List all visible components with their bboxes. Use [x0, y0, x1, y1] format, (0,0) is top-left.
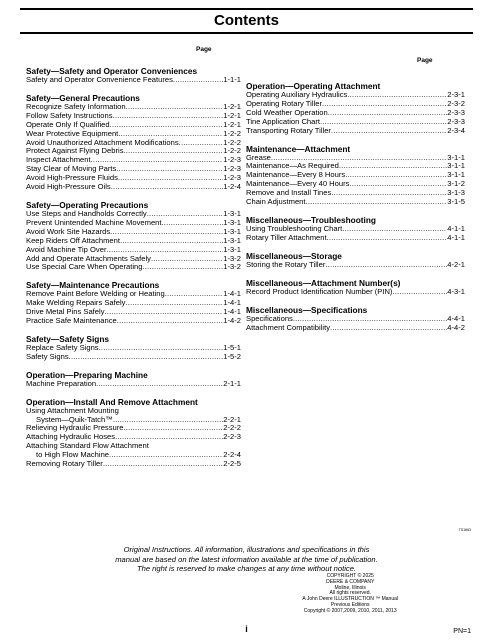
toc-page-ref: 4-2-1	[447, 259, 465, 269]
toc-entry-text: Machine Preparation	[26, 378, 97, 388]
toc-page-ref: 1-2-2	[223, 137, 241, 147]
toc-page-ref: 3-1-5	[447, 197, 465, 207]
toc-page-ref: 1-3-1	[223, 235, 241, 245]
toc-entry-text: Attaching Hydraulic Hoses	[26, 432, 116, 442]
dot-leader	[69, 353, 224, 362]
toc-section	[246, 305, 465, 333]
toc-entry-text: Wear Protective Equipment	[26, 128, 119, 138]
dot-leader	[330, 324, 447, 333]
toc-page-ref: 1-3-2	[223, 262, 241, 272]
notice-line: The right is reserved to make changes at any time without notice.	[136, 564, 357, 573]
toc-page-ref: 1-5-2	[223, 351, 241, 361]
toc-page-ref: 3-1-1	[447, 170, 465, 180]
dot-leader	[99, 344, 224, 353]
section-heading: Safety—Safety Signs	[26, 333, 109, 344]
dot-leader	[103, 460, 223, 469]
page-column-label-left: Page	[196, 46, 212, 53]
dot-leader	[345, 171, 447, 180]
publication-notice	[60, 545, 433, 574]
toc-page-ref: 1-2-1	[223, 101, 241, 111]
toc-entry-text: Avoid High-Pressure Oils	[26, 182, 111, 192]
toc-entry-text: Practice Safe Maintenance	[26, 316, 117, 326]
toc-entry-text: Use Special Care When Operating	[26, 262, 143, 272]
toc-entry-text: Remove and Install Tines	[246, 188, 332, 198]
toc-page-ref: 1-2-3	[223, 164, 241, 174]
toc-entry-text: Avoid High-Pressure Fluids	[26, 173, 118, 183]
toc-entry-text: Maintenance—Every 8 Hours	[246, 170, 346, 180]
dot-leader	[349, 180, 447, 189]
dot-leader	[151, 255, 223, 264]
toc-entry-text: Using Troubleshooting Chart	[246, 223, 343, 233]
toc-entry-text: Use Steps and Handholds Correctly	[26, 208, 147, 218]
toc-page-ref: 1-4-1	[223, 289, 241, 299]
toc-entry-text: Attachment Compatibility	[246, 322, 330, 332]
copyright-line: DEERE & COMPANY	[326, 578, 375, 585]
dot-leader	[117, 317, 224, 326]
toc-entry-text: Using Attachment Mounting	[26, 405, 119, 415]
copyright-line: Copyright © 2007,2009, 2010, 2011, 2013	[303, 607, 397, 614]
toc-entry[interactable]	[246, 127, 465, 136]
toc-entry-text: Protect Against Flying Debris	[26, 146, 124, 156]
toc-entry-text: Avoid Machine Tip Over	[26, 244, 107, 254]
toc-page-ref: 2-1-1	[223, 378, 241, 388]
toc-page-ref: 2-3-4	[447, 125, 465, 135]
toc-page-ref: 3-1-3	[447, 188, 465, 198]
dot-leader	[165, 290, 224, 299]
page-number: i	[245, 624, 248, 634]
toc-section	[26, 93, 241, 192]
toc-entry-text: Record Product Identification Number (PIN)	[246, 286, 393, 296]
toc-page-ref: 2-2-1	[223, 414, 241, 424]
toc-entry[interactable]	[26, 460, 241, 469]
toc-entry-text: Tine Application Chart	[246, 116, 321, 126]
toc-section	[26, 200, 241, 272]
dot-leader	[111, 183, 224, 192]
dot-leader	[116, 165, 223, 174]
toc-page-ref: 1-2-1	[223, 119, 241, 129]
toc-entry-text: Remove Paint Before Welding or Heating	[26, 289, 165, 299]
dot-leader	[124, 424, 224, 433]
dot-leader	[322, 100, 447, 109]
toc-entry-text: System—Quik-Tatch™	[36, 414, 113, 424]
toc-entry[interactable]	[26, 317, 241, 326]
toc-page-ref: 2-2-3	[223, 432, 241, 442]
toc-entry-text: Chain Adjustment	[246, 197, 306, 207]
toc-entry-text: Make Welding Repairs Safely	[26, 298, 126, 308]
dot-leader	[320, 118, 447, 127]
dot-leader	[339, 162, 447, 171]
dot-leader	[120, 237, 223, 246]
toc-page-ref: 1-2-3	[223, 155, 241, 165]
dot-leader	[110, 228, 223, 237]
toc-page-ref: 1-3-1	[223, 226, 241, 236]
toc-page-ref: 2-2-2	[223, 423, 241, 433]
toc-page-ref: 2-3-1	[447, 90, 465, 99]
dot-leader	[96, 380, 223, 389]
toc-entry[interactable]	[246, 324, 465, 333]
toc-page-ref: 1-2-3	[223, 173, 241, 183]
notice-line: Original Instructions. All information, illustrations and specifications in this	[123, 545, 370, 554]
toc-right-column	[246, 81, 465, 340]
toc-entry-text: Specifications	[246, 313, 293, 323]
toc-page-ref: 1-2-1	[223, 110, 241, 120]
dot-leader	[125, 299, 223, 308]
toc-entry-text: Recognize Safety Information	[26, 101, 126, 111]
toc-page-ref: 1-3-2	[223, 253, 241, 263]
toc-entry-text: Replace Safety Signs	[26, 342, 99, 352]
section-heading: Maintenance—Attachment	[246, 143, 351, 154]
section-heading: Miscellaneous—Storage	[246, 250, 342, 261]
dot-leader	[113, 112, 224, 121]
toc-page-ref: 4-4-2	[447, 322, 465, 332]
notice-line: manual are based on the latest information available at the time of publication.	[115, 554, 378, 564]
top-rule	[20, 8, 473, 10]
toc-entry-text: to High Flow Machine	[36, 450, 110, 460]
copyright-block	[302, 574, 398, 615]
page-title: Contents	[214, 12, 279, 29]
page-column-label-right: Page	[417, 57, 433, 64]
dot-leader	[126, 103, 224, 112]
section-heading: Safety—Maintenance Precautions	[26, 280, 160, 291]
toc-section	[246, 278, 465, 297]
dot-leader	[325, 261, 447, 270]
toc-entry-text: Avoid Work Site Hazards	[26, 226, 111, 236]
dot-leader	[342, 225, 447, 234]
toc-page-ref: 4-4-1	[447, 313, 465, 323]
title-rule	[20, 32, 473, 34]
toc-page-ref: 2-2-4	[223, 450, 241, 460]
toc-section	[26, 397, 241, 469]
toc-page-ref: 1-3-1	[223, 217, 241, 227]
toc-page-ref: 2-3-2	[447, 98, 465, 108]
toc-page-ref: 3-1-1	[447, 152, 465, 162]
dot-leader	[118, 174, 223, 183]
section-heading: Operation—Operating Attachment	[246, 81, 381, 91]
toc-entry[interactable]	[246, 261, 465, 270]
dot-leader	[173, 76, 223, 85]
toc-entry-text: Drive Metal Pins Safely	[26, 307, 105, 317]
document-code: TS1663	[458, 528, 471, 532]
toc-entry-text: Stay Clear of Moving Parts	[26, 164, 117, 174]
dot-leader	[179, 139, 224, 148]
section-heading: Safety—General Precautions	[26, 92, 140, 103]
toc-entry-text: Cold Weather Operation	[246, 107, 328, 117]
toc-page-ref: 1-3-1	[223, 244, 241, 254]
toc-entry-text: Transporting Rotary Tiller	[246, 125, 331, 135]
section-heading: Operation—Install And Remove Attachment	[26, 396, 198, 407]
toc-page-ref: 2-3-3	[447, 116, 465, 126]
toc-page-ref: 3-1-2	[447, 179, 465, 189]
toc-entry[interactable]	[26, 263, 241, 272]
dot-leader	[328, 109, 448, 118]
toc-entry-text: Grease	[246, 152, 271, 162]
section-heading: Miscellaneous—Troubleshooting	[246, 214, 376, 225]
dot-leader	[105, 308, 224, 317]
toc-page-ref: 1-5-1	[223, 342, 241, 352]
toc-entry-text: Relieving Hydraulic Pressure	[26, 423, 124, 433]
toc-entry-text: Safety and Operator Convenience Features	[26, 75, 173, 84]
toc-entry[interactable]	[26, 353, 241, 362]
copyright-line: Previous Editions	[330, 601, 370, 608]
copyright-line: All rights reserved.	[329, 590, 371, 597]
toc-section	[26, 280, 241, 326]
toc-page-ref: 4-1-1	[447, 232, 465, 242]
toc-page-ref: 1-2-2	[223, 146, 241, 156]
dot-leader	[331, 127, 447, 136]
toc-entry[interactable]	[246, 198, 465, 207]
section-heading: Miscellaneous—Attachment Number(s)	[246, 277, 401, 288]
toc-entry-text: Maintenance—Every 40 Hours	[246, 179, 350, 189]
dot-leader	[347, 91, 447, 100]
dot-leader	[143, 263, 224, 272]
toc-section	[26, 66, 241, 85]
toc-page-ref: 3-1-1	[447, 161, 465, 171]
dot-leader	[327, 234, 448, 243]
toc-entry-text: Inspect Attachment	[26, 155, 91, 165]
toc-left-column	[26, 66, 241, 477]
dot-leader	[331, 189, 447, 198]
toc-page-ref: 1-2-4	[223, 182, 241, 192]
toc-entry-text: Rotary Tiller Attachment	[246, 232, 327, 242]
toc-entry-text: Follow Safety Instructions	[26, 110, 113, 120]
dot-leader	[109, 451, 223, 460]
dot-leader	[306, 198, 448, 207]
toc-entry[interactable]	[246, 234, 465, 243]
section-heading: Miscellaneous—Specifications	[246, 304, 368, 315]
toc-page-ref: 1-2-2	[223, 128, 241, 138]
toc-entry-text: Operating Rotary Tiller	[246, 98, 322, 108]
dot-leader	[392, 288, 447, 297]
toc-section	[246, 144, 465, 207]
toc-entry-text: Operating Auxiliary Hydraulics	[246, 90, 348, 99]
toc-entry-text: Removing Rotary Tiller	[26, 459, 103, 469]
toc-entry[interactable]	[26, 76, 241, 85]
toc-page-ref: 1-3-1	[223, 208, 241, 218]
toc-entry-text: Add and Operate Attachments Safely	[26, 253, 151, 263]
toc-section	[26, 334, 241, 362]
dot-leader	[124, 147, 224, 156]
dot-leader	[113, 416, 223, 425]
copyright-line: A John Deere ILLUSTRUCTION ™ Manual	[302, 596, 398, 603]
toc-entry-text: Avoid Unauthorized Attachment Modifications	[26, 137, 179, 147]
copyright-line: Moline, Illinois	[334, 584, 366, 591]
toc-entry-text: Prevent Unintended Machine Movement	[26, 217, 162, 227]
toc-entry-text: Operate Only If Qualified	[26, 119, 110, 129]
section-heading: Operation—Preparing Machine	[26, 369, 148, 380]
toc-page-ref: 2-2-5	[223, 459, 241, 469]
toc-page-ref: 1-4-1	[223, 298, 241, 308]
toc-entry[interactable]	[246, 288, 465, 297]
toc-page-ref: 1-1-1	[223, 75, 241, 84]
toc-section	[246, 81, 465, 136]
toc-page-ref: 1-4-2	[223, 316, 241, 326]
toc-entry-text: Keep Riders Off Attachment	[26, 235, 120, 245]
toc-page-ref: 4-1-1	[447, 223, 465, 233]
toc-entry-text: Attaching Standard Flow Attachment	[26, 441, 149, 451]
pn-marker: PN=1	[453, 628, 471, 635]
copyright-line: COPYRIGHT © 2025	[326, 573, 374, 579]
section-heading: Safety—Operating Precautions	[26, 199, 149, 210]
toc-entry[interactable]	[26, 183, 241, 192]
toc-section	[246, 251, 465, 270]
toc-entry-text: Maintenance—As Required	[246, 161, 339, 171]
toc-page-ref: 2-3-3	[447, 107, 465, 117]
toc-section	[246, 215, 465, 243]
toc-page-ref: 4-3-1	[447, 286, 465, 296]
dot-leader	[110, 121, 224, 130]
toc-entry[interactable]	[26, 380, 241, 389]
toc-entry-text: Storing the Rotary Tiller	[246, 259, 326, 269]
toc-page-ref: 1-4-1	[223, 307, 241, 317]
toc-section	[26, 370, 241, 389]
dot-leader	[162, 219, 224, 228]
toc-entry-text: Safety Signs	[26, 351, 69, 361]
section-heading: Safety—Safety and Operator Conveniences	[26, 66, 198, 76]
